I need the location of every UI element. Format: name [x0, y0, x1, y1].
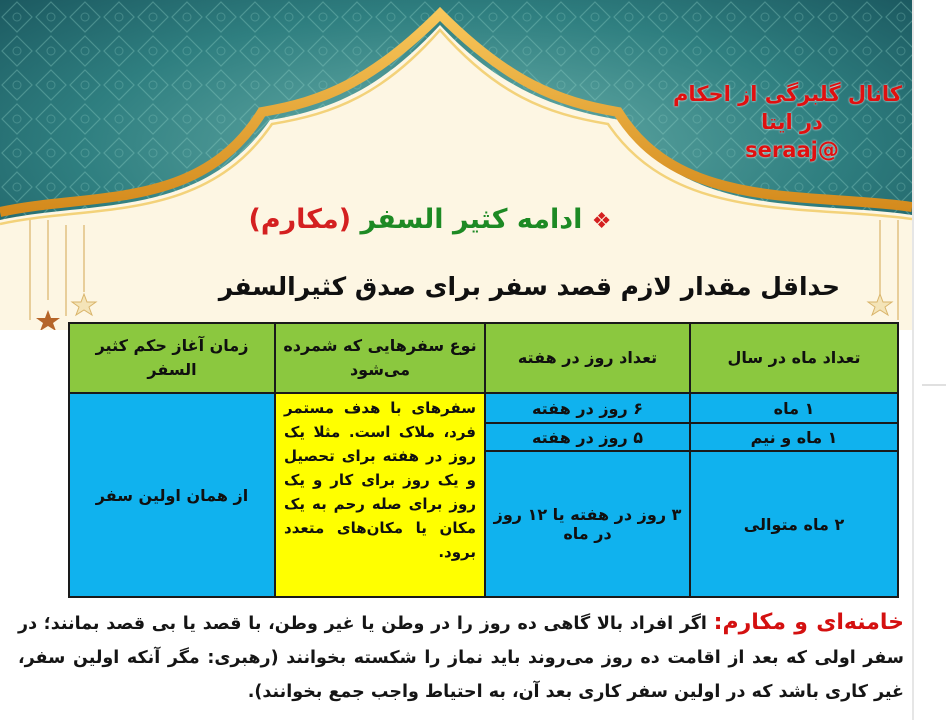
- subtitle-main: ادامه کثیر السفر: [360, 204, 583, 235]
- cell-days: ۵ روز در هفته: [485, 423, 690, 451]
- page-title: حداقل مقدار لازم قصد سفر برای صدق کثیرالسفر: [218, 272, 840, 301]
- header-months: تعداد ماه در سال: [690, 323, 898, 393]
- channel-watermark: [672, 80, 902, 164]
- channel-handle: @seraaj: [745, 138, 839, 162]
- cell-months: ۲ ماه متوالی: [690, 451, 898, 597]
- note-text: اگر افراد بالا گاهی ده روز را در وطن یا غیر وطن، با قصد یا بی قصد بمانند؛ در سفر اولی که بعد از اقامت ده روز می‌روند باید نماز را شکسته بخوانند (رهبری: مگر آنکه اولین سفر، غیر کاری باشد که در اولین سفر کاری بعد آن، به احتیاط واجب جمع بخوانند).: [18, 614, 904, 702]
- cell-months: ۱ ماه: [690, 393, 898, 423]
- channel-line-2: در ایتا: [761, 110, 823, 134]
- cell-days: ۳ روز در هفته یا ۱۲ روز در ماه: [485, 451, 690, 597]
- note-label: خامنه‌ای و مکارم:: [713, 610, 904, 635]
- subtitle: [210, 204, 650, 235]
- rules-table: [68, 322, 899, 598]
- header-days: تعداد روز در هفته: [485, 323, 690, 393]
- table-header-row: [69, 323, 898, 393]
- ruling-note: [18, 606, 904, 709]
- channel-line-1: کانال گلبرگی از احکام: [672, 82, 902, 106]
- cell-months: ۱ ماه و نیم: [690, 423, 898, 451]
- subtitle-paren: (مکارم): [248, 204, 352, 235]
- page-edge-mark: [922, 384, 946, 386]
- page-edge-divider: [912, 0, 914, 720]
- cell-trip-types: سفرهای با هدف مستمر فرد، ملاک است. مثلا یک روز در هفته برای تحصیل و یک روز برای کار و یک روز برای صله رحم به یک مکان یا مکان‌های متعدد برود.: [275, 393, 485, 597]
- header-start-time: زمان آغاز حکم کثیر السفر: [69, 323, 275, 393]
- cell-start-time: از همان اولین سفر: [69, 393, 275, 597]
- cell-days: ۶ روز در هفته: [485, 393, 690, 423]
- diamond-bullet-icon: ❖: [591, 209, 612, 234]
- header-trip-types: نوع سفرهایی که شمرده می‌شود: [275, 323, 485, 393]
- table-row: [69, 393, 898, 423]
